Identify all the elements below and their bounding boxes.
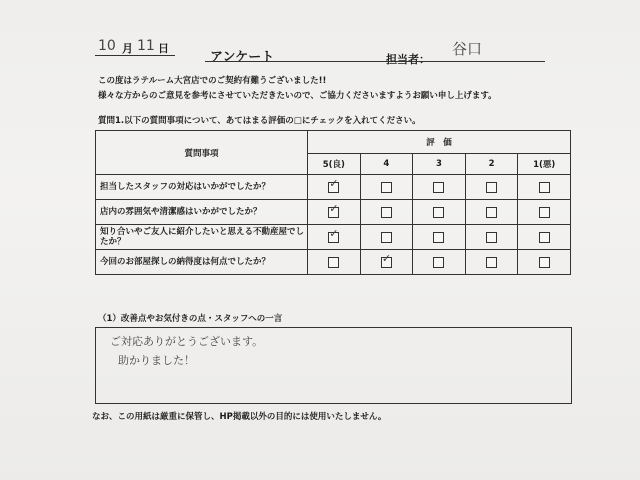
question-text: 店内の雰囲気や清潔感はいかがでしたか？ xyxy=(96,200,308,225)
rating-checkbox[interactable] xyxy=(486,207,497,218)
question-header: 質問事項 xyxy=(96,131,308,175)
rating-checkbox[interactable] xyxy=(381,251,392,268)
intro-line-2: 様々な方からのご意見を参考にさせていただきたいので、ご協力くださいますようお願い申し上げます。 xyxy=(98,91,497,101)
question-text: 知り合いやご友人に紹介したいと思える不動産屋でしたか？ xyxy=(96,225,308,250)
table-row xyxy=(96,200,571,225)
day-value: 11 xyxy=(137,38,155,54)
rating-checkbox[interactable] xyxy=(486,232,497,243)
table-row xyxy=(96,225,571,250)
rating-checkbox[interactable] xyxy=(539,257,550,268)
check-icon: ✓ xyxy=(329,176,339,190)
rating-col-4: 4 xyxy=(360,154,413,175)
rating-checkbox[interactable] xyxy=(486,182,497,193)
date-underline xyxy=(95,55,175,56)
footer-note: なお、この用紙は厳重に保管し、HP掲載以外の目的には使用いたしません。 xyxy=(92,412,387,422)
rating-checkbox[interactable] xyxy=(433,182,444,193)
rating-checkbox[interactable] xyxy=(381,232,392,243)
question1-instruction: 質問1.以下の質問事項について、あてはまる評価の□にチェックを入れてください。 xyxy=(98,116,421,126)
rating-checkbox[interactable] xyxy=(433,207,444,218)
check-icon: ✓ xyxy=(329,226,339,240)
rating-checkbox[interactable] xyxy=(381,182,392,193)
table-row xyxy=(96,250,571,275)
rating-checkbox[interactable] xyxy=(433,232,444,243)
rating-checkbox[interactable] xyxy=(328,257,339,268)
rating-header: 評 価 xyxy=(308,131,571,154)
rating-col-2: 2 xyxy=(465,154,518,175)
rating-checkbox[interactable] xyxy=(328,226,339,243)
intro-line-1: この度はラテルーム大宮店でのご契約有難うございました!! xyxy=(98,76,327,86)
staff-label: 担当者： xyxy=(386,53,430,66)
comment-line-1: ご対応ありがとうございます。 xyxy=(110,335,264,348)
rating-checkbox[interactable] xyxy=(381,207,392,218)
rating-col-5: 5(良) xyxy=(308,154,361,175)
evaluation-table xyxy=(95,130,571,275)
rating-checkbox[interactable] xyxy=(328,176,339,193)
check-icon: ✓ xyxy=(329,201,339,215)
rating-col-1: 1(悪) xyxy=(518,154,571,175)
question-text: 今回のお部屋探しの納得度は何点でしたか？ xyxy=(96,250,308,275)
rating-checkbox[interactable] xyxy=(539,232,550,243)
check-icon: ✓ xyxy=(381,251,392,265)
month-value: 10 xyxy=(98,38,116,54)
month-unit: 月 xyxy=(122,42,133,55)
rating-checkbox[interactable] xyxy=(486,257,497,268)
table-body xyxy=(96,175,571,275)
survey-title: アンケート xyxy=(210,50,275,65)
comment-line-2: 助かりました！ xyxy=(118,354,195,367)
rating-col-3: 3 xyxy=(413,154,466,175)
title-underline xyxy=(205,61,545,62)
staff-name: 谷口 xyxy=(452,40,483,58)
rating-checkbox[interactable] xyxy=(328,201,339,218)
rating-checkbox[interactable] xyxy=(433,257,444,268)
rating-checkbox[interactable] xyxy=(539,182,550,193)
question2-label: （1）改善点やお気付きの点・スタッフへの一言 xyxy=(98,314,283,324)
day-unit: 日 xyxy=(158,42,169,55)
table-row xyxy=(96,175,571,200)
rating-checkbox[interactable] xyxy=(539,207,550,218)
question-text: 担当したスタッフの対応はいかがでしたか？ xyxy=(96,175,308,200)
